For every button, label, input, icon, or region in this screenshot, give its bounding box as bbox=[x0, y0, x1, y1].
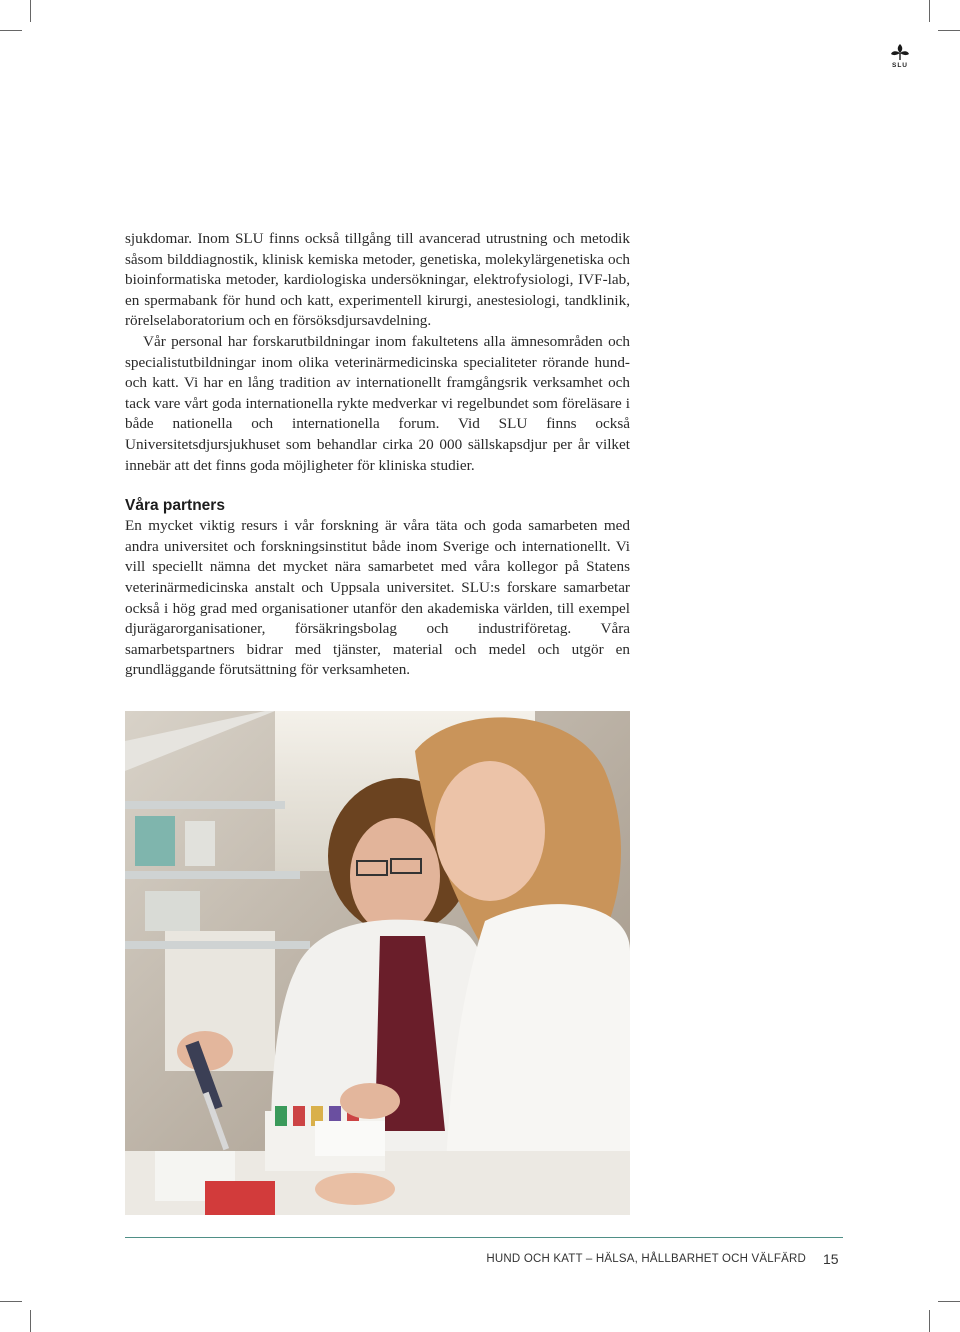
crop-mark bbox=[0, 1301, 22, 1302]
article-body bbox=[125, 229, 630, 681]
slu-leaf-icon bbox=[887, 44, 913, 62]
paragraph: sjukdomar. Inom SLU finns också tillgång till avancerad utrustning och metodik såsom bilddiagnostik, klinisk kemiska metoder, genetiska, molekylärgenetiska och bioinformatiska metoder, kardiologiska undersökningar, elektrofysiologi, IVF-lab, en spermabank för hund och katt, experimentell kirurgi, anestesiologi, tandklinik, rörelselaboratorium och en försöksdjursavdelning. bbox=[125, 230, 630, 330]
footer-rule bbox=[125, 1237, 843, 1238]
paragraph: Vår personal har forskarutbildningar inom fakultetens alla ämnesområden och specialistutbildningar inom olika veterinärmedicinska specialiteter rörande hund- och katt. Vi har en lång tradition av internationellt framgångsrik verksamhet och tack vare vårt goda internationella rykte medverkar vi regelbundet som föreläsare i både nationella och internationella forum. Vid SLU finns också Universitetsdjursjukhuset som behandlar cirka 20 000 sällskapsdjur per år vilket innebär att det finns goda möjligheter för kliniska studier. bbox=[125, 332, 630, 474]
section-heading: Våra partners bbox=[125, 497, 225, 515]
crop-mark bbox=[938, 30, 960, 31]
crop-mark bbox=[30, 1310, 31, 1332]
logo-text: SLU bbox=[892, 62, 908, 69]
lab-photo bbox=[125, 711, 630, 1215]
crop-mark bbox=[929, 0, 930, 22]
crop-mark bbox=[0, 30, 22, 31]
crop-mark bbox=[938, 1301, 960, 1302]
crop-mark bbox=[929, 1310, 930, 1332]
crop-mark bbox=[30, 0, 31, 22]
page-number: 15 bbox=[823, 1251, 839, 1267]
slu-logo bbox=[887, 44, 913, 72]
footer-title: HUND OCH KATT – HÄLSA, HÅLLBARHET OCH VÄLFÄRD bbox=[486, 1253, 806, 1265]
paragraph: En mycket viktig resurs i vår forskning är våra täta och goda samarbeten med andra universitet och forskningsinstitut både inom Sverige och internationellt. Vi vill speciellt nämna det mycket nära samarbetet med våra kollegor på Statens veterinärmedicinska anstalt och Uppsala universitet. SLU:s forskare samarbetar också i hög grad med organisationer utanför den akademiska världen, till exempel djurägarorganisationer, försäkringsbolag och industriföretag. Våra samarbetspartners bidrar med tjänster, material och medel och utgör en grundläggande förutsättning för verksamheten. bbox=[125, 517, 630, 679]
